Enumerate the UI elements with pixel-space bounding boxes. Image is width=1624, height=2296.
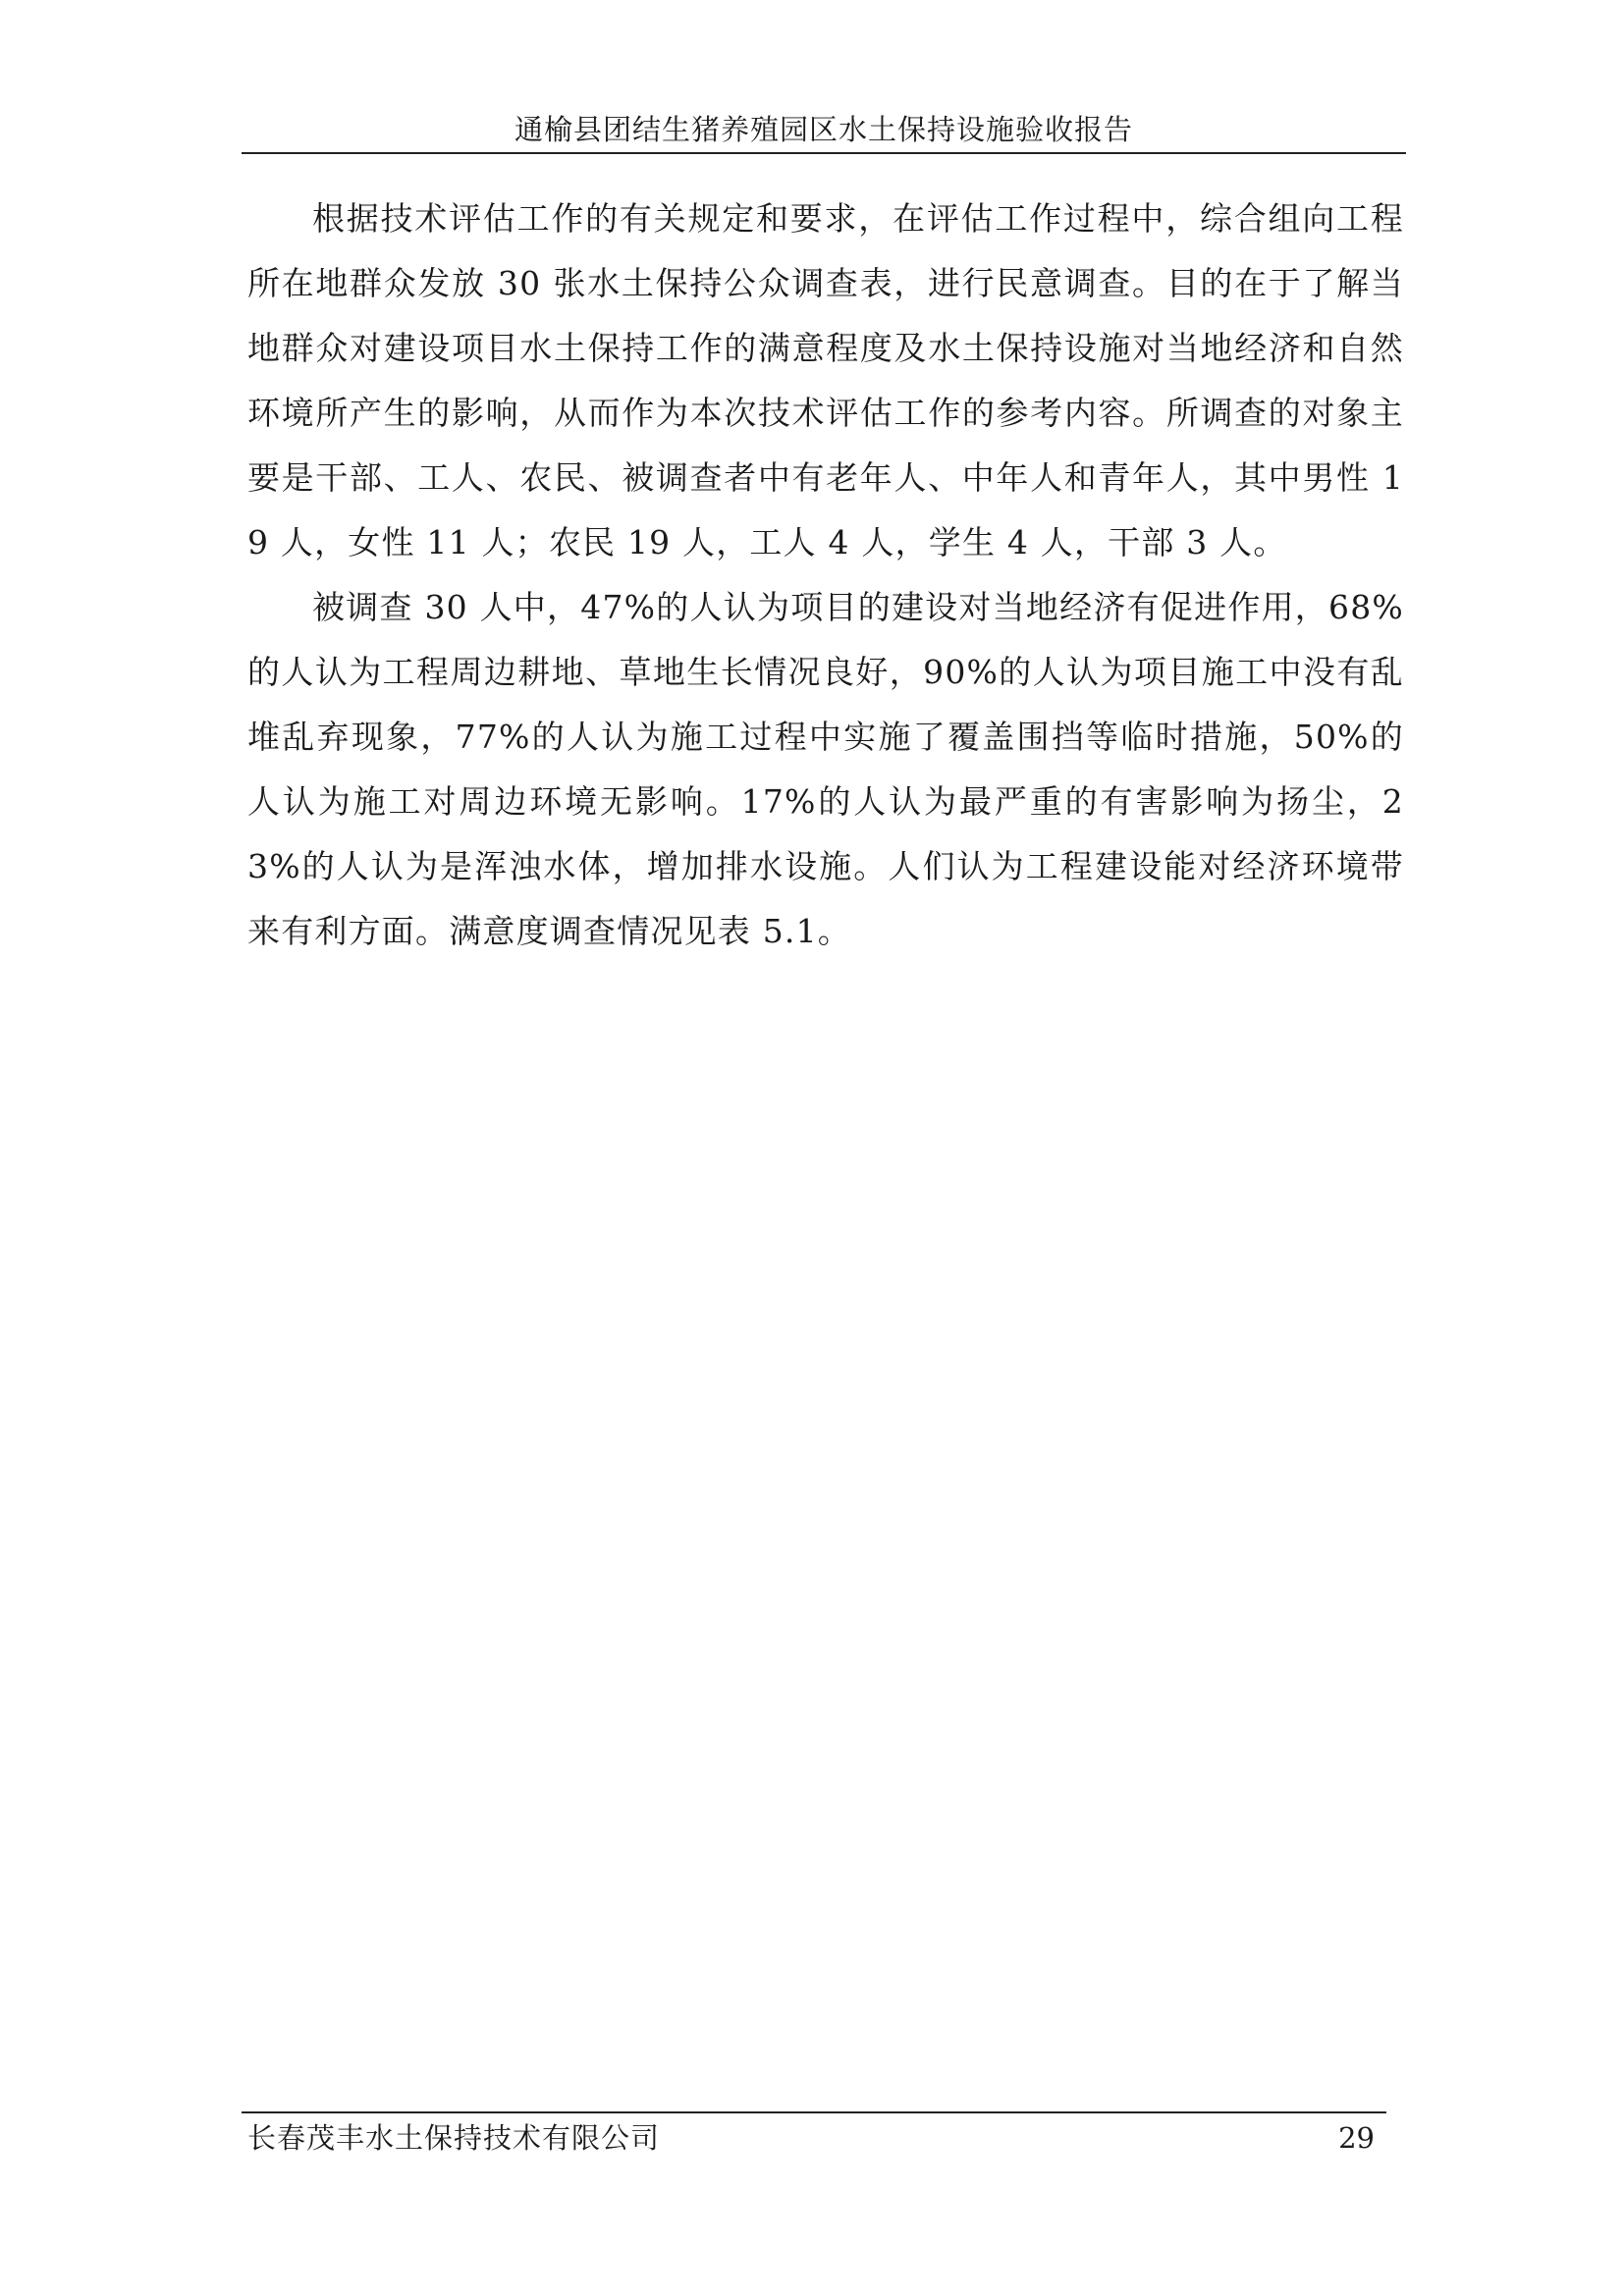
footer-divider <box>242 2111 1386 2113</box>
header-divider <box>242 152 1406 154</box>
body-paragraph-2: 被调查 30 人中，47%的人认为项目的建设对当地经济有促进作用，68%的人认为工程周边耕地、草地生长情况良好，90%的人认为项目施工中没有乱堆乱弃现象，77%的人认为施工过程中实施了覆盖围挡等临时措施，50%的人认为施工对周边环境无影响。17%的人认为最严重的有害影响为扬尘，23%的人认为是浑浊水体，增加排水设施。人们认为工程建设能对经济环境带来有利方面。满意度调查情况见表 5.1。 <box>247 588 1404 950</box>
document-body <box>247 187 1404 964</box>
footer-company-name: 长春茂丰水土保持技术有限公司 <box>247 2121 661 2155</box>
page-number: 29 <box>1338 2121 1375 2155</box>
page-header-title: 通榆县团结生猪养殖园区水土保持设施验收报告 <box>514 113 1133 146</box>
body-paragraph-1: 根据技术评估工作的有关规定和要求，在评估工作过程中，综合组向工程所在地群众发放 30 张水土保持公众调查表，进行民意调查。目的在于了解当地群众对建设项目水土保持工作的满意程度及水土保持设施对当地经济和自然环境所产生的影响，从而作为本次技术评估工作的参考内容。所调查的对象主要是干部、工人、农民、被调查者中有老年人、中年人和青年人，其中男性 19 人，女性 11 人；农民 19 人，工人 4 人，学生 4 人，干部 3 人。 <box>247 199 1404 561</box>
